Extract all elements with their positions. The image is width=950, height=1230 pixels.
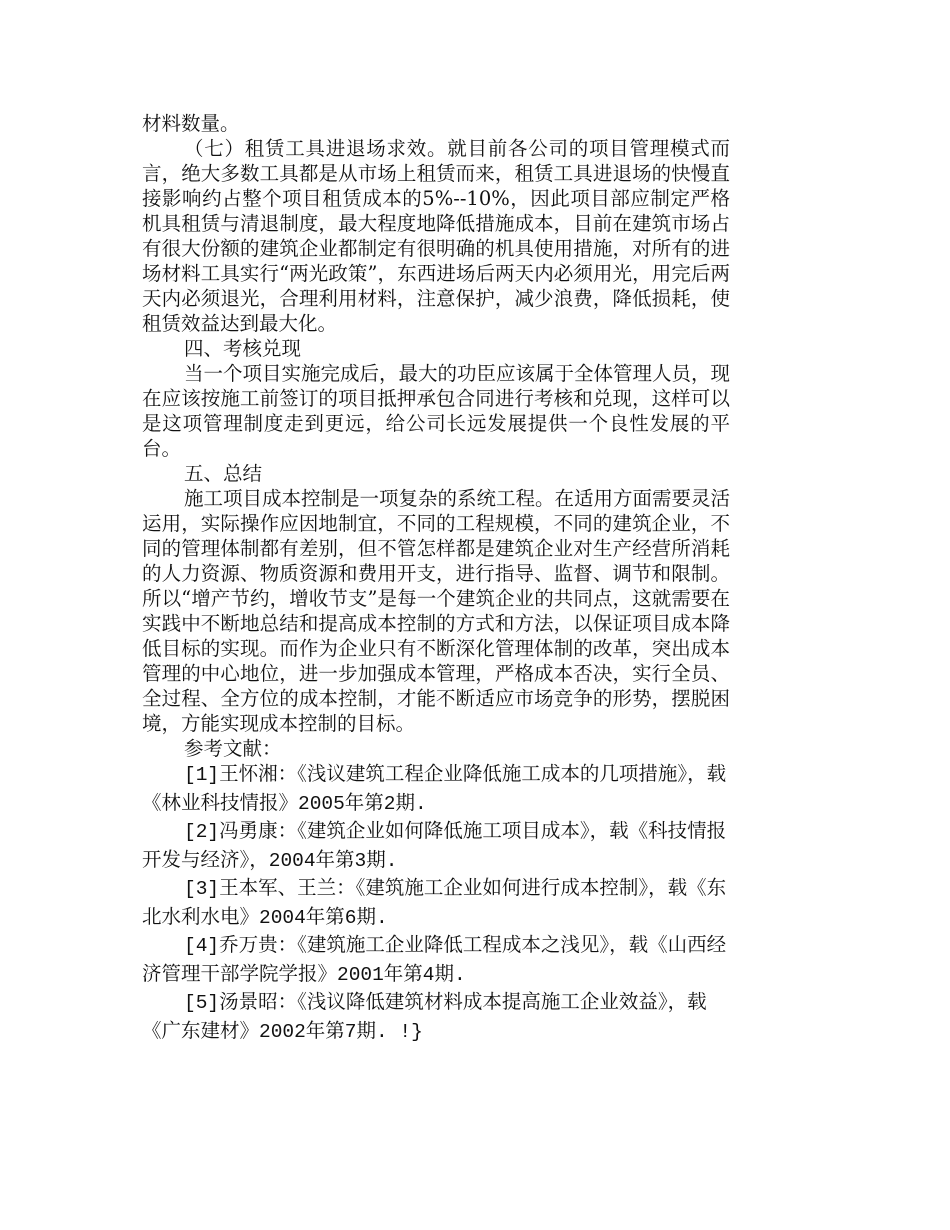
paragraph: 材料数量。	[142, 112, 240, 135]
section-heading: 五、总结	[184, 462, 263, 485]
paragraph: 施工项目成本控制是一项复杂的系统工程。在适用方面需要灵活运用，实际操作应因地制宜，不同的工程规模，不同的建筑企业，不同的管理体制都有差别，但不管怎样都是建筑企业对生产经营所消耗的人力资源、物质资源和费用开支，进行指导、监督、调节和限制。所以“增产节约，增收节支”是每一个建筑企业的共同点，这就需要在实践中不断地总结和提高成本控制的方式和方法，以保证项目成本降低目标的实现。而作为企业只有不断深化管理体制的改革，突出成本管理的中心地位，进一步加强成本管理，严格成本否决，实行全员、全过程、全方位的成本控制，才能不断适应市场竞争的形势，摆脱困境，方能实现成本控制的目标。	[142, 487, 731, 735]
reference-item: [4]乔万贵：《建筑施工企业降低工程成本之浅见》，载《山西经济管理干部学院学报》2001年第4期.	[142, 935, 727, 986]
paragraph: （七）租赁工具进退场求效。就目前各公司的项目管理模式而言，绝大多数工具都是从市场上租赁而来，租赁工具进退场的快慢直接影响约占整个项目租赁成本的5%--10%，因此项目部应制定严格机具租赁与清退制度，最大程度地降低措施成本，目前在建筑市场占有很大份额的建筑企业都制定有很明确的机具使用措施，对所有的进场材料工具实行“两光政策”，东西进场后两天内必须用光，用完后两天内必须退光，合理利用材料，注意保护，减少浪费，降低损耗，使租赁效益达到最大化。	[142, 137, 730, 335]
reference-item: [5]汤景昭：《浅议降低建筑材料成本提高施工企业效益》，载《广东建材》2002年第7期. !}	[142, 992, 707, 1043]
reference-item: [1]王怀湘：《浅议建筑工程企业降低施工成本的几项措施》，载《林业科技情报》2005年第2期.	[142, 764, 727, 815]
reference-item: [2]冯勇康：《建筑企业如何降低施工项目成本》，载《科技情报开发与经济》，2004年第3期.	[142, 821, 727, 872]
document-body	[142, 111, 730, 1046]
references-heading: 参考文献：	[184, 737, 282, 760]
reference-item: [3]王本军、王兰：《建筑施工企业如何进行成本控制》，载《东北水利水电》2004年第6期.	[142, 878, 727, 929]
section-heading: 四、考核兑现	[184, 337, 302, 360]
paragraph: 当一个项目实施完成后，最大的功臣应该属于全体管理人员，现在应该按施工前签订的项目抵押承包合同进行考核和兑现，这样可以是这项管理制度走到更远，给公司长远发展提供一个良性发展的平台。	[142, 362, 731, 460]
